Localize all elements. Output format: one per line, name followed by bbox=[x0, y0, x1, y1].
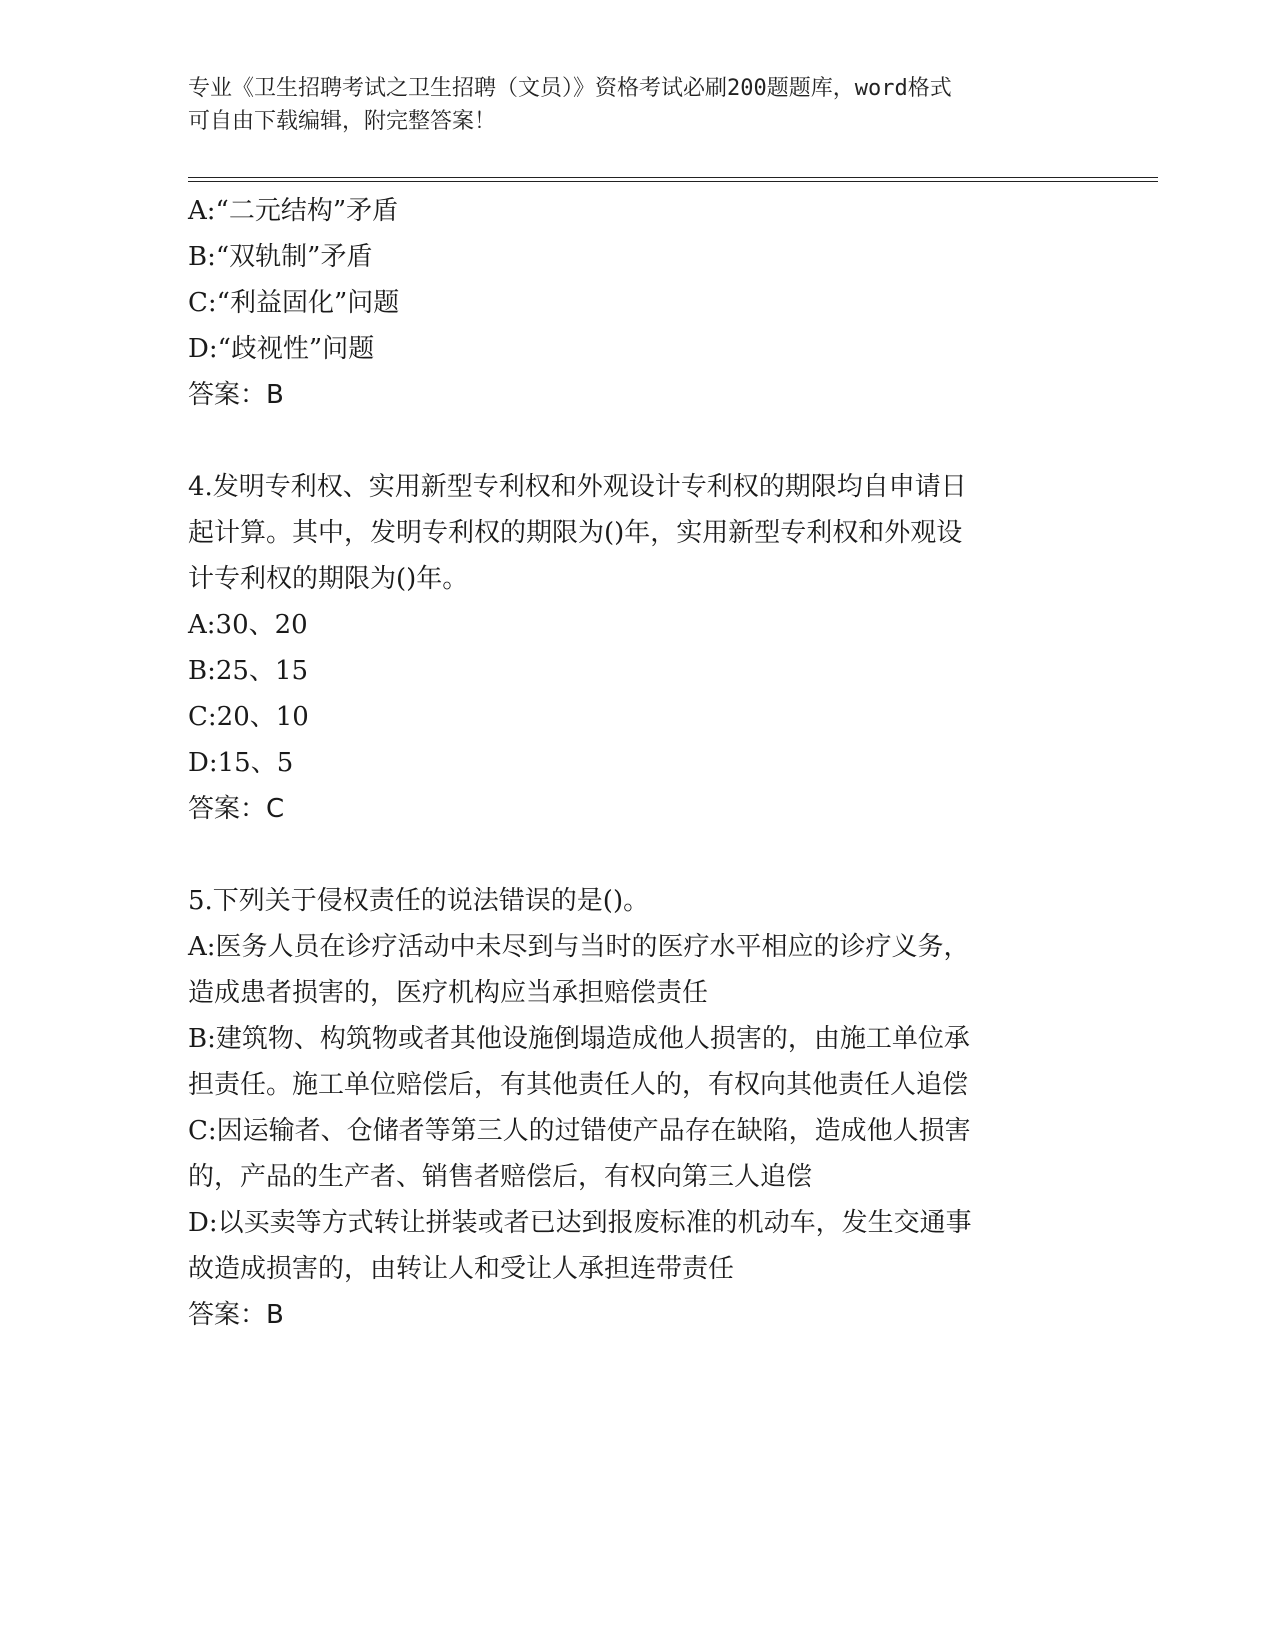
option-c-line-2: 的，产品的生产者、销售者赔偿后，有权向第三人追偿 bbox=[188, 1162, 813, 1192]
option-d-line-1: D:以买卖等方式转让拼装或者已达到报废标准的机动车，发生交通事 bbox=[188, 1208, 972, 1238]
option-a-line-2: 造成患者损害的，医疗机构应当承担赔偿责任 bbox=[188, 978, 709, 1008]
option-a: A:30、20 bbox=[188, 610, 308, 640]
option-b-line-1: B:建筑物、构筑物或者其他设施倒塌造成他人损害的，由施工单位承 bbox=[188, 1024, 970, 1054]
header-divider bbox=[188, 177, 1158, 182]
question-3-options bbox=[188, 188, 1088, 372]
option-a: A:“二元结构”矛盾 bbox=[188, 196, 399, 226]
option-d-line-2: 故造成损害的，由转让人和受让人承担连带责任 bbox=[188, 1254, 735, 1284]
question-4-stem-line-3: 计专利权的期限为()年。 bbox=[188, 564, 469, 594]
option-a-line-1: A:医务人员在诊疗活动中未尽到与当时的医疗水平相应的诊疗义务， bbox=[188, 932, 970, 962]
option-c-line-1: C:因运输者、仓储者等第三人的过错使产品存在缺陷，造成他人损害 bbox=[188, 1116, 971, 1146]
question-4-stem-line-1: 4.发明专利权、实用新型专利权和外观设计专利权的期限均自申请日 bbox=[188, 472, 967, 502]
question-content bbox=[188, 188, 1088, 1338]
question-5 bbox=[188, 878, 1088, 1338]
page-header bbox=[188, 72, 1068, 138]
option-d: D:“歧视性”问题 bbox=[188, 334, 375, 364]
question-4-stem-line-2: 起计算。其中，发明专利权的期限为()年，实用新型专利权和外观设 bbox=[188, 518, 963, 548]
question-5-stem: 5.下列关于侵权责任的说法错误的是()。 bbox=[188, 886, 650, 916]
option-b: B:25、15 bbox=[188, 656, 309, 686]
header-line-1: 专业《卫生招聘考试之卫生招聘（文员）》资格考试必刷200题题库，word格式 bbox=[188, 76, 952, 101]
spacer bbox=[188, 832, 1088, 878]
spacer bbox=[188, 418, 1088, 464]
question-4 bbox=[188, 464, 1088, 832]
question-3-answer: 答案：B bbox=[188, 380, 284, 410]
option-b-line-2: 担责任。施工单位赔偿后，有其他责任人的，有权向其他责任人追偿 bbox=[188, 1070, 969, 1100]
option-b: B:“双轨制”矛盾 bbox=[188, 242, 373, 272]
option-c: C:20、10 bbox=[188, 702, 309, 732]
header-line-2: 可自由下载编辑，附完整答案！ bbox=[188, 109, 497, 134]
question-5-answer: 答案：B bbox=[188, 1300, 284, 1330]
option-d: D:15、5 bbox=[188, 748, 294, 778]
option-c: C:“利益固化”问题 bbox=[188, 288, 400, 318]
question-4-answer: 答案：C bbox=[188, 794, 285, 824]
